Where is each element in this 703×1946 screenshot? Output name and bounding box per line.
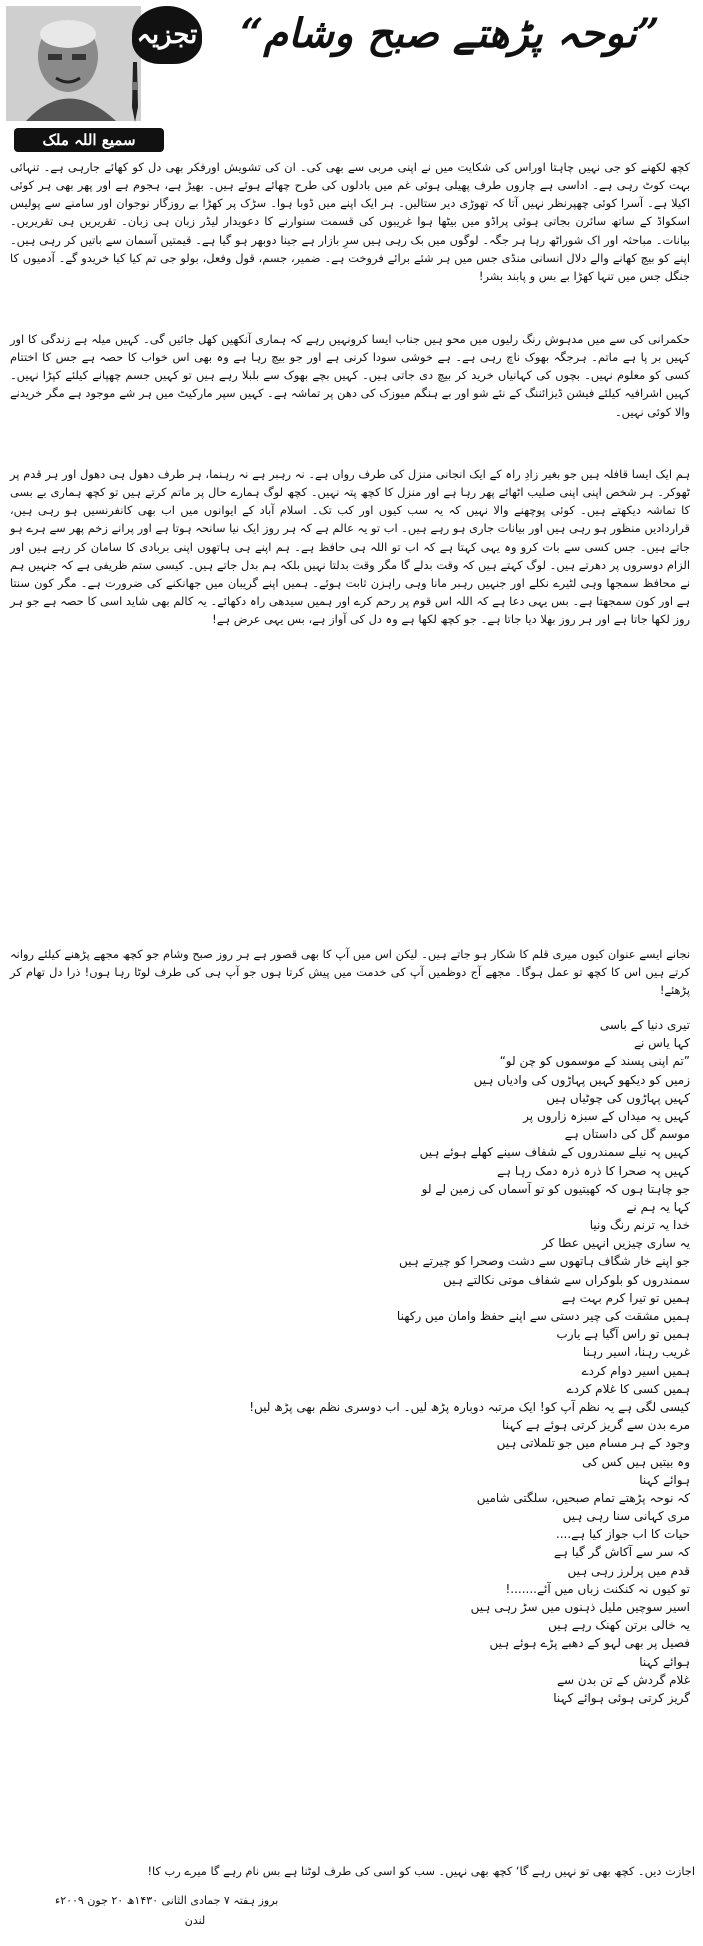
poem-line: ہمیں اسیر دوام کردے — [581, 1363, 690, 1378]
poem-line: کیسی لگی ہے یہ نظم آپ کو! ایک مرتبہ دوبارہ پڑھ لیں۔ اب دوسری نظم بھی پڑھ لیں! — [249, 1399, 690, 1414]
poem-line: غلام گردش کے تن بدن سے — [556, 1672, 690, 1687]
poem-line: ”تم اپنی پسند کے موسموں کو چن لو“ — [499, 1054, 690, 1069]
poem-line: ہمیں کسی کا غلام کردے — [566, 1381, 690, 1396]
intro-block-2 — [10, 330, 690, 421]
poem-line: سمندروں کو بلوکراں سے شفاف موتی نکالتے ہیں — [443, 1272, 690, 1287]
poem-line: کہیں پہ نیلے سمندروں کے شفاف سینے کھلے ہوئے ہیں — [419, 1145, 690, 1160]
poem-line: یہ ساری چیزیں انہیں عطا کر — [542, 1236, 690, 1251]
poem-line: ہمیں تو راس آگیا ہے یارب — [556, 1327, 690, 1342]
author-portrait — [6, 6, 141, 121]
article-header — [0, 0, 703, 160]
poem-line: مری کہانی سنا رہی ہیں — [562, 1509, 690, 1524]
poem-line: حیات کا اب جواز کیا ہے.... — [555, 1527, 690, 1542]
intro-paragraph-2: حکمرانی کی سے میں مدہوش رنگ رلیوں میں محو ہیں جناب ایسا کرونہیں رہے کہ ہماری آنکھیں کھل جائیں گی۔ کہیں میلہ ہے زندگی کا اور کہیں بر پا ہے ماتم۔ ہرجگہ بھوک ناچ رہی ہے۔ ہے خوشی سودا کرنی ہے اور جو بیچ رہا ہے وہ بھی اس خواب کا حصہ ہے جس کا اختتام کسی کو معلوم نہیں۔ بچوں کی کہانیاں خرید کر بیچ دی جاتی ہیں۔ کہیں بچے بھوک سے بلبلا رہے ہیں تو کہیں جسم چھپانے کیلئے کپڑا نہیں۔ کہیں اشرافیہ کیلئے فیشن ڈیزائننگ کے نئے شو اور بے ہنگم میوزک کی دھن پر تماشہ ہے۔ کہیں سپر مارکیٹ میں ہر شے موجود ہے مگر خریدنے والا کوئی نہیں۔ — [10, 332, 690, 419]
transition-paragraph: نجانے ایسے عنوان کیوں میری قلم کا شکار ہو جاتے ہیں۔ لیکن اس میں آپ کا بھی قصور ہے ہر روز صبح وشام جو کچھ مجھے پڑھنے کیلئے روانہ کرتے ہیں اس کا کچھ تو عمل ہوگا۔ مجھے آج دوظمیں آپ کی خدمت میں پیش کرتا ہوں جو آپ ہی کی طرف لوٹا رہا ہوں! ذرا دل تھام کر پڑھئے! — [10, 947, 690, 998]
poem-line: جو چاہتا ہوں کہ کھیتیوں کو تو آسماں کی زمین لے لو — [421, 1181, 690, 1196]
poem-line: ہوائے کہنا — [639, 1654, 690, 1669]
poem-line: فصیل پر بھی لہو کے دھبے پڑے ہوئے ہیں — [489, 1636, 690, 1651]
poem-line: کہ سر سے آکاش گر گیا ہے — [553, 1545, 690, 1560]
poem-line: موسم گل کی داستاں ہے — [564, 1127, 690, 1142]
poem-line: ہمیں مشقت کی چیر دستی سے اپنے حفظ وامان میں رکھنا — [396, 1309, 690, 1323]
dateline: بروز ہفتہ ۷ جمادی الثانی ۱۴۳۰ھ ۲۰ جون ۲۰۰۹ء — [55, 1894, 279, 1907]
intro-paragraph-3: ہم ایک ایسا قافلہ ہیں جو بغیر زادِ راہ کے ایک انجانی منزل کی طرف رواں ہے۔ نہ رہبر ہے نہ رہنما، ہر طرف دھول ہی دھول اور ہر قدم پر ٹھوکر۔ ہر شخص اپنی اپنی صلیب اٹھائے پھر رہا ہے اور منزل کا کچھ پتہ نہیں۔ کچھ لوگ ہمارے حال پر ماتم کرتے ہیں تو کچھ ہماری بے بسی کا تماشہ دیکھتے ہیں۔ کوئی پوچھنے والا نہیں کہ یہ سب کیوں اور کب تک۔ اسلام آباد کے ایوانوں میں اب بھی کانفرنسیں ہو رہی ہیں، قراردادیں منظور ہو رہی ہیں اور بیانات جاری ہو رہے ہیں۔ اب تو یہ عالم ہے کہ ہر روز ایک نیا سانحہ ہوتا ہے اور پرانے زخم پھر سے ہرے ہو جاتے ہیں۔ جس کسی سے بات کرو وہ یہی کہتا ہے کہ اب تو اللہ ہی حافظ ہے۔ ہم اپنے ہی ہاتھوں اپنی بربادی کا سامان کر رہے ہیں اور الزام دوسروں پر دھرتے ہیں۔ لوگ کہتے ہیں کہ وقت بدلے گا مگر وقت بدلتا نہیں بلکہ ہم بدل جاتے ہیں۔ کیسی ستم ظریفی ہے کہ جنہیں ہم نے محافظ سمجھا وہی لٹیرے نکلے اور جنہیں رہبر مانا وہی راہزن ثابت ہوئے۔ ہمیں اپنے گریبان میں جھانکنے کی ضرورت ہے۔ مگر کون سنتا ہے اور کون سمجھتا ہے۔ بس یہی دعا ہے کہ اللہ اس قوم پر رحم کرے اور ہمیں سیدھی راہ دکھائے۔ یہ کالم بھی شاید اسی کا حصہ ہے جو ہر روز لکھا جاتا ہے اور ہر روز بھلا دیا جاتا ہے۔ جو کچھ لکھا ہے وہ دل کی آواز ہے، بس یہی عرض ہے! — [10, 467, 690, 627]
poem-line: گریز کرتی ہوئی ہوائے کہنا — [553, 1690, 690, 1705]
poem-line: مرے بدن سے گریز کرتی ہوئے ہے کہنا — [502, 1418, 690, 1433]
poem-line: کہ نوحہ پڑھتے تمام صبحیں، سلگتی شامیں — [476, 1490, 690, 1505]
poem-line: کہا یاس نے — [633, 1036, 690, 1051]
intro-block-1 — [10, 158, 690, 285]
poem-line: غریب رہنا، اسیر رہنا — [582, 1345, 690, 1360]
section-logo — [132, 6, 202, 64]
poem-line: ہمیں تو تیرا کرم بہت ہے — [561, 1290, 690, 1305]
poem-line: وہ بیتیں ہیں کس کی — [582, 1454, 690, 1469]
poem-line: یہ خالی برتن کھنک رہے ہیں — [548, 1618, 690, 1633]
poem-line: کہیں پہاڑوں کی چوٹیاں ہیں — [546, 1090, 690, 1105]
transition-block — [10, 945, 690, 999]
poem-line: خدا یہ ترنم رنگ ونیا — [589, 1218, 690, 1233]
poem-line: کہا یہ ہم نے — [626, 1199, 690, 1214]
poem-line: اسیر سوچیں ملیل ذہنوں میں سڑ رہی ہیں — [470, 1600, 690, 1614]
poem-line: ہوائے کہنا — [639, 1472, 690, 1487]
intro-block-3 — [10, 465, 690, 628]
author-portrait-icon — [6, 6, 141, 121]
poem-line: تیری دنیا کے باسی — [599, 1018, 690, 1032]
city: لندن — [184, 1914, 206, 1927]
poem-line: قدم میں پرلرز رہی ہیں — [567, 1563, 690, 1578]
section-label: تجزیہ — [136, 20, 198, 50]
poem-line: وجود کے ہر مسام میں جو تلملاتی ہیں — [496, 1436, 690, 1451]
poem-line: کہیں یہ میداں کے سبزہ زاروں پر — [523, 1108, 690, 1123]
author-name: سمیع اللہ ملک — [42, 131, 136, 149]
poem-line: زمیں کو دیکھو کہیں پہاڑوں کی وادیاں ہیں — [473, 1072, 690, 1087]
poem — [195, 1016, 690, 1707]
poem-line: کہیں پہ صحرا کا ذرہ ذرہ دمک رہا ہے — [496, 1163, 690, 1178]
closing-line: اجازت دیں۔ کچھ بھی تو نہیں رہے گا‘ کچھ بھی نہیں۔ سب کو اسی کی طرف لوٹنا ہے بس نام رہے گا میرے رب کا! — [147, 1864, 695, 1878]
page-title: ”نوحہ پڑھتے صبح وشام“ — [240, 10, 660, 57]
author-badge — [14, 128, 164, 152]
intro-paragraph-1: کچھ لکھنے کو جی نہیں چاہتا اوراس کی شکایت میں نے اپنی مربی سے بھی کی۔ ان کی تشویش اورفکر بھی دل کو کھائے جارہی ہے۔ تنہائی بہت کوٹ رہی ہے۔ اداسی ہے چاروں طرف پھیلی ہوئی غم میں بادلوں کی طرح چھائے ہوئے ہیں۔ بھیڑ ہے، ہجوم ہے اور پھر بھی ہر کوئی اکیلا ہے۔ آسرا کوئی چھپرنظر نہیں آتا کہ تھوڑی دیر ستالیں۔ ہر ایک اپنے میں ڈوبا ہوا۔ سڑک پر کھڑا بے روزگار نوجوان اور سامنے سے پولیس اسکواڈ کے ساتھ سائرن بجاتی ہوئی پراڈو میں بیٹھا ہوا غریبوں کی قسمت سنوارنے کا دعویدار لیڈر زبان ہی زبان۔ تقریریں ہی تقریریں۔ بیانات۔ مباحثہ اور اک شوراٹھ رہا ہر جگہ۔ لوگوں میں بک رہی ہیں سرِ بازار ہے جینا دوبھر ہو گیا ہے۔ قیمتیں آسمان سے باتیں کر رہی ہیں۔ اپنے کو بیچ کھانے والے دلال انسانی منڈی جس میں ہر شئے برائے فروخت ہے۔ ضمیر، جسم، قول وفعل، بولو جی تم کیا کیا خریدو گے۔ آدمیوں کا جنگل جس میں تنہا کھڑا بے بس و پابند بشر! — [10, 160, 690, 283]
pen-icon — [125, 62, 145, 122]
poem-line: جو اپنے خار شگاف ہاتھوں سے دشت وصحرا کو چیرتے ہیں — [399, 1254, 690, 1269]
poem-line: تو کیوں نہ کنکنت زباں میں آئے.......! — [505, 1581, 690, 1596]
